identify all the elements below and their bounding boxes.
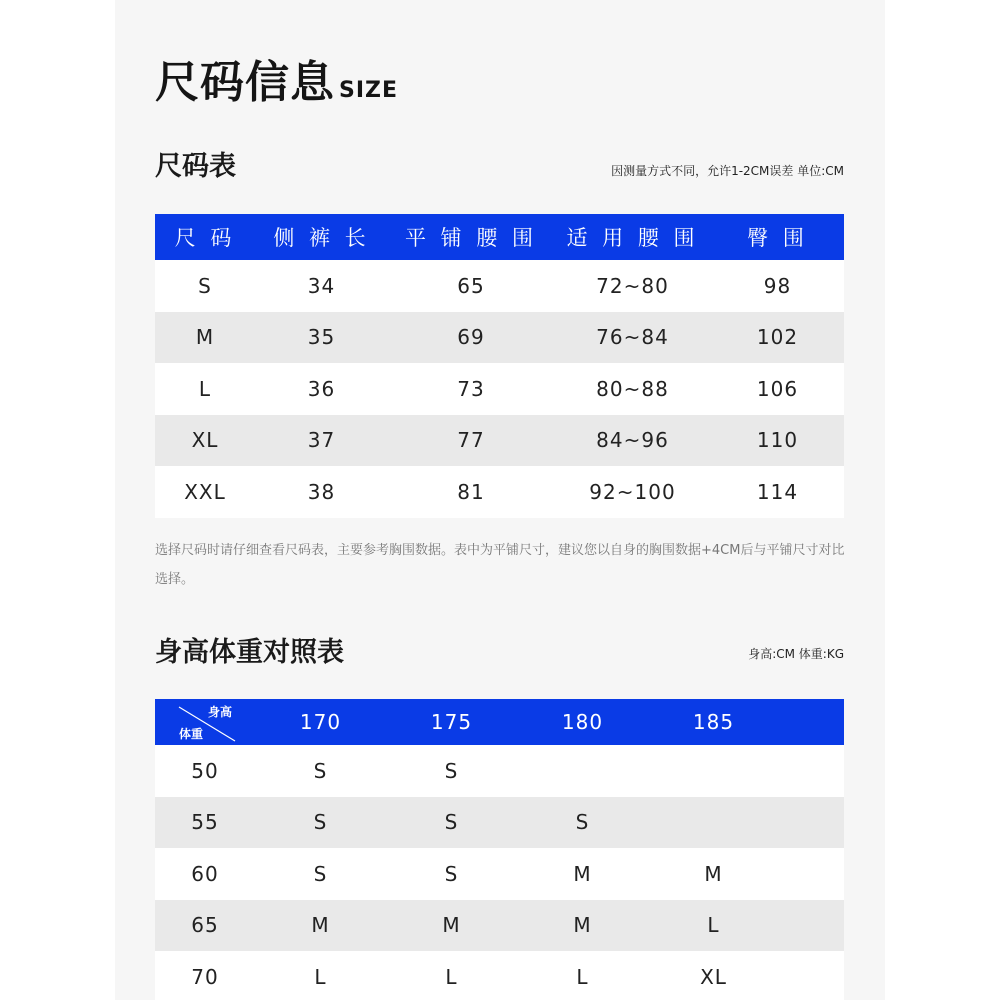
col-header-spacer [779, 699, 844, 745]
page-subtitle: SIZE [339, 78, 399, 103]
size-cell: XL [648, 951, 779, 1003]
page-title-text: 尺码信息 [155, 57, 335, 108]
table-cell: XXL [155, 466, 255, 518]
col-header-height: 175 [386, 699, 517, 745]
size-cell: S [517, 797, 648, 849]
table-cell: 73 [388, 363, 554, 415]
corner-label-height: 身高 [208, 705, 233, 719]
table-cell: 81 [388, 466, 554, 518]
size-cell [648, 745, 779, 797]
size-table-header-row [155, 214, 844, 260]
size-cell: L [255, 951, 386, 1003]
size-cell [517, 745, 648, 797]
table-row [155, 745, 844, 797]
table-cell: 76~84 [554, 312, 711, 364]
table-cell: 114 [711, 466, 844, 518]
weight-cell: 50 [155, 745, 255, 797]
col-header-hip: 臀 围 [711, 214, 844, 260]
table-cell: M [155, 312, 255, 364]
height-weight-title: 身高体重对照表 [155, 637, 344, 668]
diagonal-divider-icon [155, 699, 255, 745]
corner-header-inner [155, 699, 255, 745]
table-cell: 65 [388, 260, 554, 312]
col-header-flat-waist: 平 铺 腰 围 [388, 214, 554, 260]
col-header-height: 170 [255, 699, 386, 745]
weight-cell: 70 [155, 951, 255, 1003]
table-cell: 80~88 [554, 363, 711, 415]
table-cell: 37 [255, 415, 388, 467]
table-cell: 84~96 [554, 415, 711, 467]
table-cell: S [155, 260, 255, 312]
height-weight-note: 身高:CM 体重:KG [748, 647, 844, 661]
spacer-cell [779, 745, 844, 797]
table-cell: 102 [711, 312, 844, 364]
table-cell: 72~80 [554, 260, 711, 312]
size-cell: L [648, 900, 779, 952]
table-row [155, 951, 844, 1003]
size-cell: S [386, 797, 517, 849]
size-cell: M [648, 848, 779, 900]
size-table-note: 因测量方式不同，允许1-2CM误差 单位:CM [611, 164, 844, 178]
table-cell: 36 [255, 363, 388, 415]
spacer-cell [779, 951, 844, 1003]
table-row [155, 312, 844, 364]
table-cell: 38 [255, 466, 388, 518]
size-hint-text: 选择尺码时请仔细查看尺码表，主要参考胸围数据。表中为平铺尺寸，建议您以自身的胸围数据+4CM后与平铺尺寸对比选择。 [155, 543, 845, 587]
size-cell: M [517, 900, 648, 952]
size-cell: S [255, 848, 386, 900]
table-row [155, 848, 844, 900]
table-row [155, 797, 844, 849]
table-row [155, 466, 844, 518]
spacer-cell [779, 848, 844, 900]
weight-cell: 60 [155, 848, 255, 900]
size-cell: S [255, 797, 386, 849]
corner-header [155, 699, 255, 745]
col-header-height: 185 [648, 699, 779, 745]
size-cell: L [517, 951, 648, 1003]
table-cell: 98 [711, 260, 844, 312]
weight-cell: 55 [155, 797, 255, 849]
table-row [155, 415, 844, 467]
table-cell: XL [155, 415, 255, 467]
height-weight-table [155, 699, 844, 1003]
table-cell: 34 [255, 260, 388, 312]
height-weight-header-row [155, 699, 844, 745]
table-cell: 110 [711, 415, 844, 467]
spacer-cell [779, 900, 844, 952]
size-cell: S [386, 848, 517, 900]
page-title [155, 46, 398, 110]
size-table [155, 214, 844, 518]
size-cell: S [386, 745, 517, 797]
table-cell: 92~100 [554, 466, 711, 518]
table-cell: L [155, 363, 255, 415]
size-cell: L [386, 951, 517, 1003]
table-cell: 35 [255, 312, 388, 364]
col-header-side-length: 侧 裤 长 [255, 214, 388, 260]
size-cell: S [255, 745, 386, 797]
weight-cell: 65 [155, 900, 255, 952]
size-cell: M [386, 900, 517, 952]
table-row [155, 900, 844, 952]
table-cell: 106 [711, 363, 844, 415]
size-cell: M [255, 900, 386, 952]
col-header-fit-waist: 适 用 腰 围 [554, 214, 711, 260]
spacer-cell [779, 797, 844, 849]
table-cell: 77 [388, 415, 554, 467]
corner-label-weight: 体重 [179, 727, 204, 741]
table-row [155, 260, 844, 312]
table-cell: 69 [388, 312, 554, 364]
table-row [155, 363, 844, 415]
col-header-size: 尺 码 [155, 214, 255, 260]
col-header-height: 180 [517, 699, 648, 745]
size-cell: M [517, 848, 648, 900]
size-cell [648, 797, 779, 849]
size-table-title: 尺码表 [155, 151, 236, 182]
